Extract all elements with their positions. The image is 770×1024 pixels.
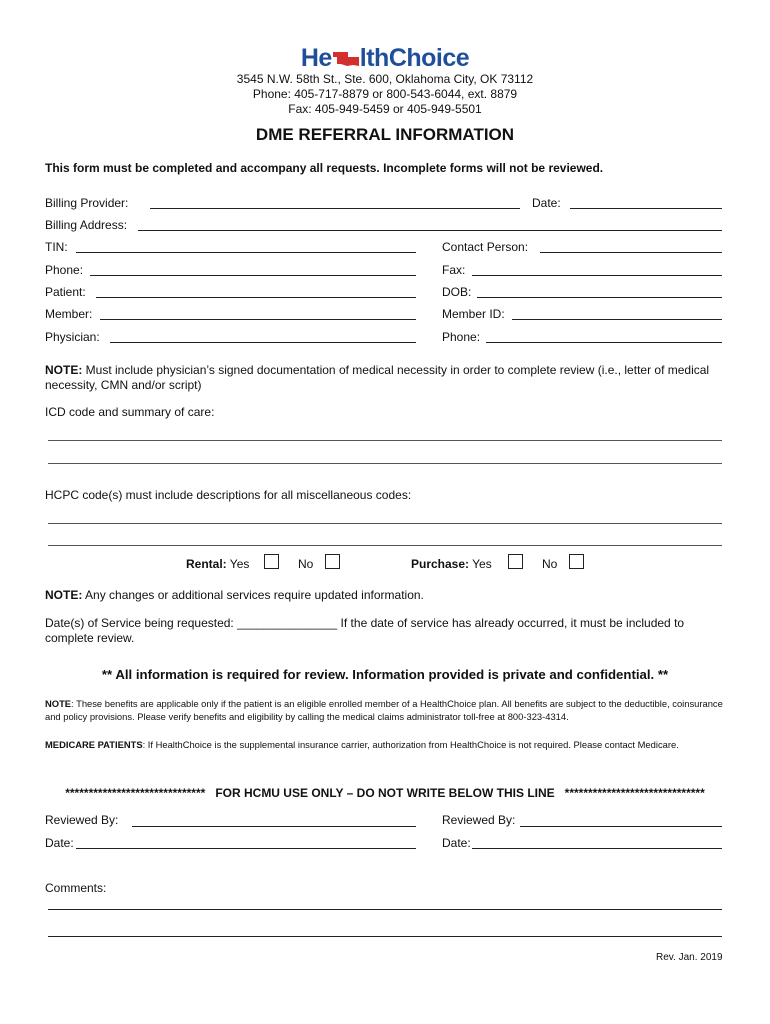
office-date-field[interactable] bbox=[76, 848, 416, 849]
comments-line-2[interactable] bbox=[48, 936, 722, 937]
physician-phone-label: Phone: bbox=[442, 330, 481, 344]
dates-of-service-field[interactable]: _______________ bbox=[237, 616, 338, 630]
reviewed-by-label-2: Reviewed By: bbox=[442, 813, 516, 827]
medicare-text: : If HealthChoice is the supplemental insurance carrier, authorization from HealthChoice is not required. Please contact Medicare. bbox=[142, 739, 679, 750]
purchase-yes-label: Yes bbox=[472, 557, 492, 571]
reviewed-by-field-2[interactable] bbox=[520, 826, 722, 827]
patient-label: Patient: bbox=[45, 285, 86, 299]
dob-label: DOB: bbox=[442, 285, 472, 299]
physician-label: Physician: bbox=[45, 330, 100, 344]
healthchoice-logo bbox=[0, 44, 770, 73]
reviewed-by-field[interactable] bbox=[132, 826, 416, 827]
fax-label: Fax: bbox=[442, 263, 466, 277]
rental-no-label: No bbox=[298, 557, 314, 571]
office-date-label-2: Date: bbox=[442, 836, 471, 850]
fax-line: Fax: 405-949-5459 or 405-949-5501 bbox=[288, 102, 482, 116]
icd-line-2[interactable] bbox=[48, 463, 722, 464]
member-id-label: Member ID: bbox=[442, 307, 505, 321]
note-text: : These benefits are applicable only if the patient is an eligible enrolled member of a HealthChoice plan. All benefits are subject to the deductible, coinsurance and policy provisions. Please verify benefits and eligibility by calling the medical claims administrator toll-free at 800-323-4314. bbox=[45, 698, 723, 722]
medicare-note bbox=[45, 738, 730, 751]
medical-necessity-note bbox=[45, 363, 725, 393]
office-date-label: Date: bbox=[45, 836, 74, 850]
billing-provider-field[interactable] bbox=[150, 208, 520, 209]
purchase-group bbox=[411, 557, 492, 571]
member-field[interactable] bbox=[100, 319, 416, 320]
phone-line: Phone: 405-717-8879 or 800-543-6044, ext. 8879 bbox=[252, 87, 518, 101]
rental-yes-checkbox[interactable] bbox=[264, 554, 279, 569]
hcpc-line-1[interactable] bbox=[48, 523, 722, 524]
icd-label: ICD code and summary of care: bbox=[45, 405, 215, 419]
comments-label: Comments: bbox=[45, 881, 107, 895]
medicare-label: MEDICARE PATIENTS bbox=[45, 739, 143, 750]
purchase-label: Purchase: bbox=[411, 557, 470, 571]
note-text: Must include physician’s signed documentation of medical necessity in order to complete review (i.e., letter of medical necessity, CMN and/or script) bbox=[45, 363, 710, 392]
reviewed-by-label: Reviewed By: bbox=[45, 813, 119, 827]
intro-instructions: This form must be completed and accompany all requests. Incomplete forms will not be reviewed. bbox=[45, 161, 604, 175]
purchase-yes-checkbox[interactable] bbox=[508, 554, 523, 569]
physician-phone-field[interactable] bbox=[486, 342, 722, 343]
contact-person-label: Contact Person: bbox=[442, 240, 529, 254]
benefits-note bbox=[45, 697, 730, 723]
office-date-field-2[interactable] bbox=[472, 848, 722, 849]
logo-text-right: lthChoice bbox=[359, 44, 470, 72]
contact-person-field[interactable] bbox=[540, 252, 722, 253]
hcpc-line-2[interactable] bbox=[48, 545, 722, 546]
note-label: NOTE: bbox=[45, 363, 83, 377]
purchase-no-label: No bbox=[542, 557, 558, 571]
billing-address-field[interactable] bbox=[138, 230, 722, 231]
icd-line-1[interactable] bbox=[48, 440, 722, 441]
required-notice: ** All information is required for review. Information provided is private and confidential. ** bbox=[101, 667, 669, 682]
physician-field[interactable] bbox=[110, 342, 416, 343]
patient-field[interactable] bbox=[96, 297, 416, 298]
member-id-field[interactable] bbox=[512, 319, 722, 320]
tin-field[interactable] bbox=[76, 252, 416, 253]
fax-field[interactable] bbox=[472, 275, 722, 276]
rental-group bbox=[186, 557, 249, 571]
updated-information-note bbox=[45, 588, 424, 602]
note-label: NOTE bbox=[45, 698, 72, 709]
note-text: Any changes or additional services require updated information. bbox=[82, 588, 424, 602]
date-label: Date: bbox=[532, 196, 561, 210]
office-use-divider: ****************************** FOR HCMU USE ONLY – DO NOT WRITE BELOW THIS LINE ****************************** bbox=[65, 786, 705, 800]
date-field[interactable] bbox=[570, 208, 722, 209]
address-line: 3545 N.W. 58th St., Ste. 600, Oklahoma City, OK 73112 bbox=[236, 72, 534, 86]
comments-line-1[interactable] bbox=[48, 909, 722, 910]
dates-of-service-instructions: If the date of service has already occurred, it must be included to complete review. bbox=[45, 616, 685, 645]
phone-label: Phone: bbox=[45, 263, 84, 277]
hcpc-label: HCPC code(s) must include descriptions for all miscellaneous codes: bbox=[45, 488, 412, 502]
member-label: Member: bbox=[45, 307, 93, 321]
rental-label: Rental: bbox=[186, 557, 227, 571]
logo-text-left: He bbox=[300, 44, 332, 72]
tin-label: TIN: bbox=[45, 240, 68, 254]
note-label: NOTE: bbox=[45, 588, 83, 602]
oklahoma-state-icon bbox=[332, 50, 360, 68]
dates-of-service-label: Date(s) of Service being requested: bbox=[45, 616, 238, 630]
form-title: DME REFERRAL INFORMATION bbox=[255, 125, 515, 144]
billing-provider-label: Billing Provider: bbox=[45, 196, 129, 210]
billing-address-label: Billing Address: bbox=[45, 218, 128, 232]
rental-yes-label: Yes bbox=[229, 557, 250, 571]
revision-date: Rev. Jan. 2019 bbox=[656, 952, 723, 963]
purchase-no-checkbox[interactable] bbox=[569, 554, 584, 569]
dob-field[interactable] bbox=[477, 297, 722, 298]
phone-field[interactable] bbox=[90, 275, 416, 276]
dates-of-service bbox=[45, 616, 735, 646]
rental-no-checkbox[interactable] bbox=[325, 554, 340, 569]
